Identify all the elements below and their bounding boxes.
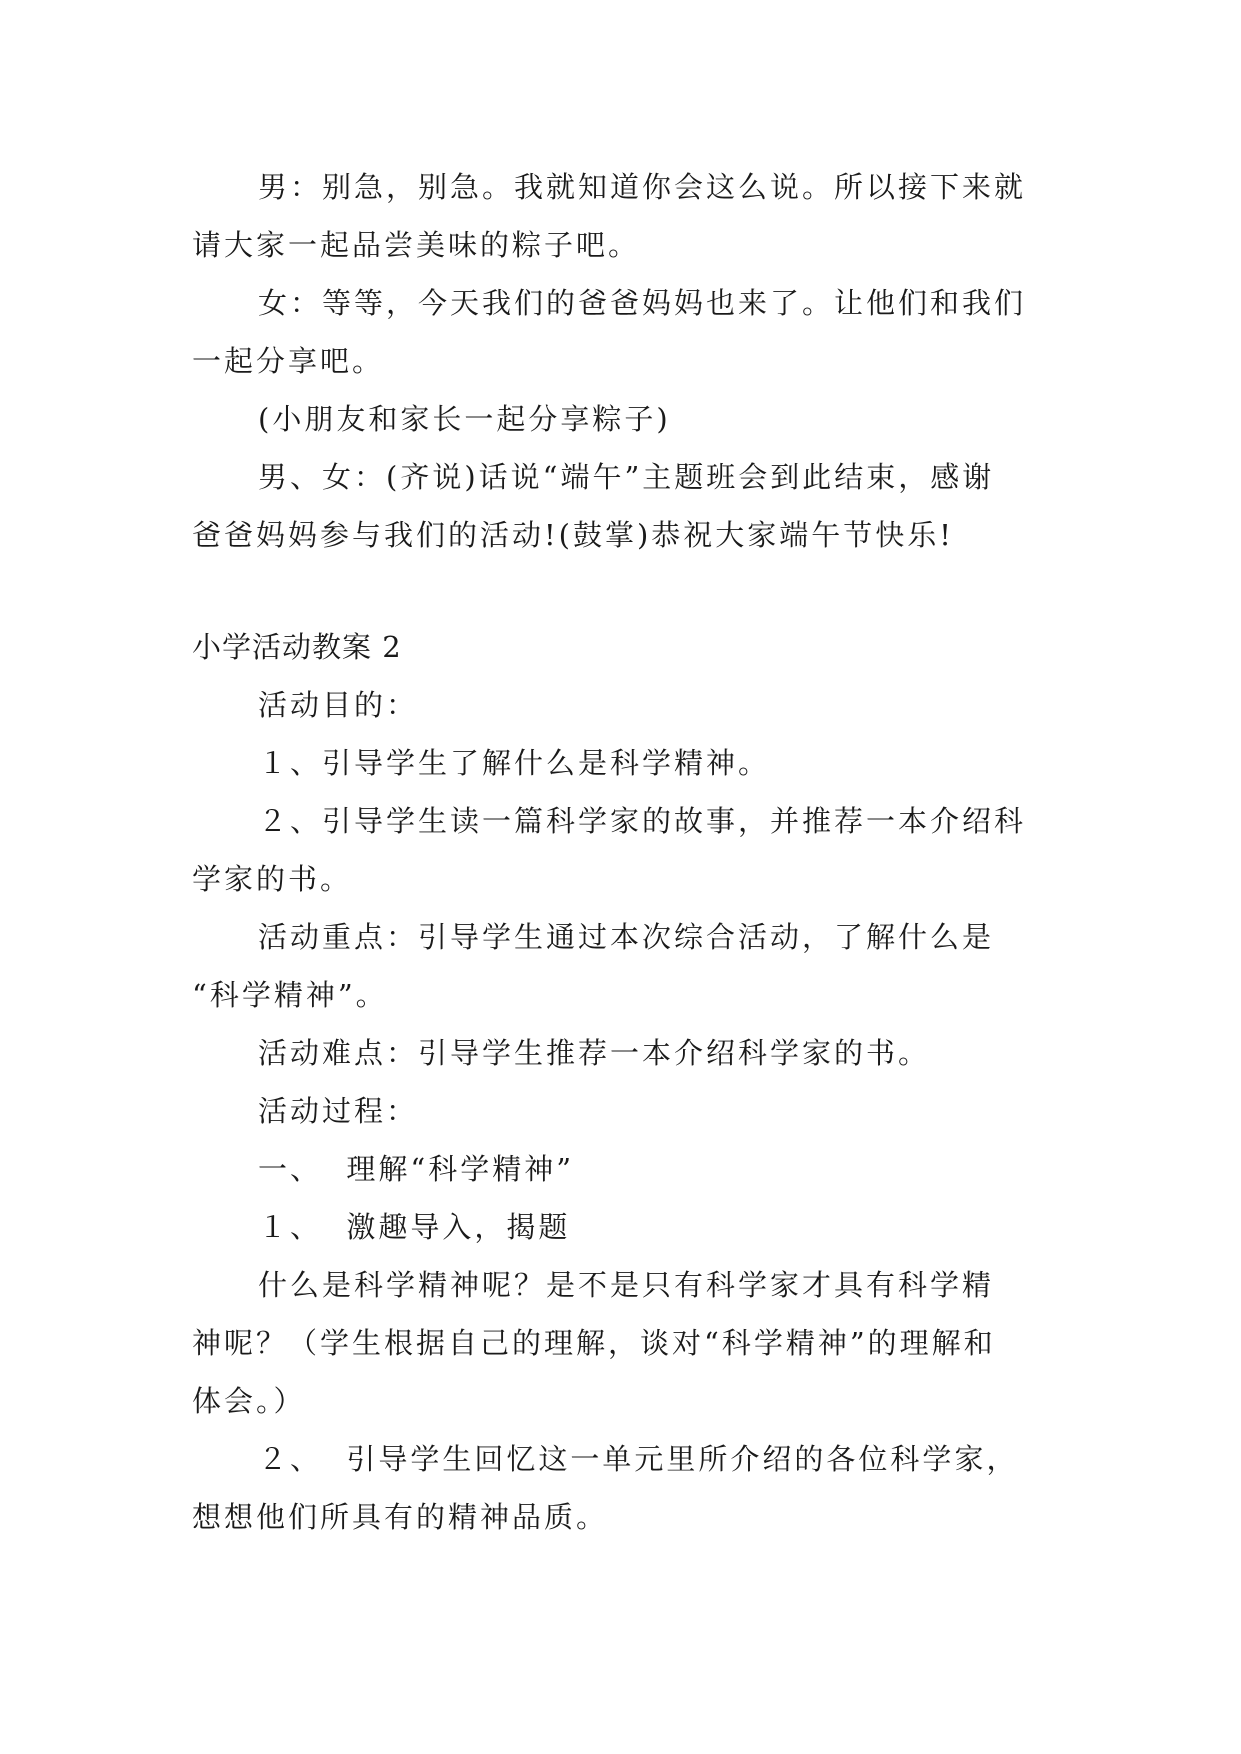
section-heading: 小学活动教案 2 — [192, 630, 402, 664]
paragraph-line: (小朋友和家长一起分享粽子) — [258, 402, 671, 436]
paragraph-line: 一起分享吧。 — [192, 344, 385, 378]
paragraph-line: 男、女：(齐说)话说“端午”主题班会到此结束，感谢 — [258, 460, 995, 494]
paragraph-line: ２、引导学生读一篇科学家的故事，并推荐一本介绍科 — [258, 804, 1027, 838]
paragraph-line: 活动目的： — [258, 688, 419, 722]
paragraph-line: 爸爸妈妈参与我们的活动!(鼓掌)恭祝大家端午节快乐! — [192, 518, 954, 552]
paragraph-line: １、 激趣导入，揭题 — [258, 1210, 571, 1244]
paragraph-line: 想想他们所具有的精神品质。 — [192, 1500, 609, 1534]
paragraph-line: ２、 引导学生回忆这一单元里所介绍的各位科学家， — [258, 1442, 1019, 1476]
paragraph-line: １、引导学生了解什么是科学精神。 — [258, 746, 771, 780]
paragraph-line: 体会。） — [192, 1384, 306, 1418]
paragraph-line: 学家的书。 — [192, 862, 353, 896]
paragraph-line: 请大家一起品尝美味的粽子吧。 — [192, 228, 641, 262]
paragraph-line: “科学精神”。 — [192, 978, 388, 1012]
paragraph-line: 什么是科学精神呢？是不是只有科学家才具有科学精 — [258, 1268, 995, 1302]
paragraph-line: 活动重点：引导学生通过本次综合活动，了解什么是 — [258, 920, 995, 954]
paragraph-line: 神呢？（学生根据自己的理解，谈对“科学精神”的理解和 — [192, 1326, 996, 1360]
paragraph-line: 女：等等，今天我们的爸爸妈妈也来了。让他们和我们 — [258, 286, 1027, 320]
paragraph-line: 一、 理解“科学精神” — [258, 1152, 575, 1186]
paragraph-line: 男：别急，别急。我就知道你会这么说。所以接下来就 — [258, 170, 1027, 204]
paragraph-line: 活动难点：引导学生推荐一本介绍科学家的书。 — [258, 1036, 931, 1070]
paragraph-line: 活动过程： — [258, 1094, 419, 1128]
